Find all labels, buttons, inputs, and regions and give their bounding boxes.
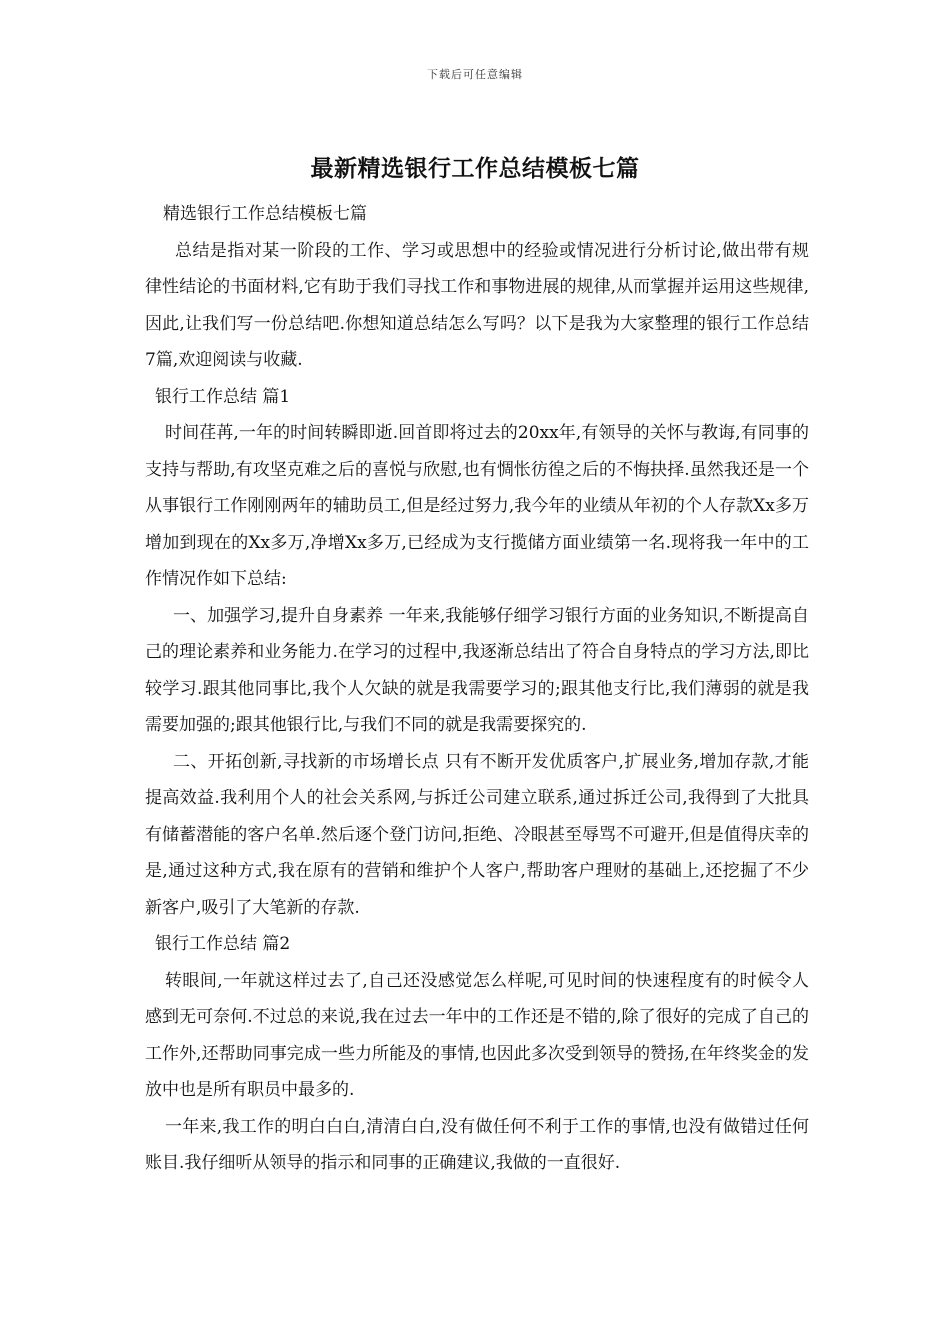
document-title: 最新精选银行工作总结模板七篇 xyxy=(310,155,640,182)
document-subtitle: 精选银行工作总结模板七篇 xyxy=(163,204,367,224)
section-2-heading: 银行工作总结 篇2 xyxy=(155,934,291,954)
section-1-paragraph-3: 二、开拓创新,寻找新的市场增长点 只有不断开发优质客户,扩展业务,增加存款,才能提高效益.我利用个人的社会关系网,与拆迁公司建立联系,通过拆迁公司,我得到了大批具有储蓄潜能的客户名单.然后逐个登门访问,拒绝、冷眼甚至辱骂不可避开,但是值得庆幸的是,通过这种方式,我在原有的营销和维护个人客户,帮助客户理财的基础上,还挖掘了不少新客户,吸引了大笔新的存款. xyxy=(145,751,809,918)
intro-paragraph: 总结是指对某一阶段的工作、学习或思想中的经验或情况进行分析讨论,做出带有规律性结论的书面材料,它有助于我们寻找工作和事物进展的规律,从而掌握并运用这些规律,因此,让我们写一份总结吧.你想知道总结怎么写吗？以下是我为大家整理的银行工作总结7篇,欢迎阅读与收藏. xyxy=(145,240,809,370)
section-1-paragraph-2: 一、加强学习,提升自身素养 一年来,我能够仔细学习银行方面的业务知识,不断提高自己的理论素养和业务能力.在学习的过程中,我逐渐总结出了符合自身特点的学习方法,即比较学习.跟其他同事比,我个人欠缺的就是我需要学习的;跟其他支行比,我们薄弱的就是我需要加强的;跟其他银行比,与我们不同的就是我需要探究的. xyxy=(145,605,809,735)
section-1-heading: 银行工作总结 篇1 xyxy=(155,386,291,407)
section-1-paragraph-1: 时间荏苒,一年的时间转瞬即逝.回首即将过去的20xx年,有领导的关怀与教诲,有同事的支持与帮助,有攻坚克难之后的喜悦与欣慰,也有惆怅彷徨之后的不悔抉择.虽然我还是一个从事银行工作刚刚两年的辅助员工,但是经过努力,我今年的业绩从年初的个人存款Xx多万增加到现在的Xx多万,净增Xx多万,已经成为支行揽储方面业绩第一名.现将我一年中的工作情况作如下总结: xyxy=(145,423,809,589)
section-2-paragraph-1: 转眼间,一年就这样过去了,自己还没感觉怎么样呢,可见时间的快速程度有的时候令人感到无可奈何.不过总的来说,我在过去一年中的工作还是不错的,除了很好的完成了自己的工作外,还帮助同事完成一些力所能及的事情,也因此多次受到领导的赞扬,在年终奖金的发放中也是所有职员中最多的. xyxy=(145,970,809,1100)
document-body xyxy=(145,196,809,1182)
section-2-paragraph-2: 一年来,我工作的明白白白,清清白白,没有做任何不利于工作的事情,也没有做错过任何账目.我仔细听从领导的指示和同事的正确建议,我做的一直很好. xyxy=(145,1116,809,1173)
header-note: 下载后可任意编辑 xyxy=(427,68,523,81)
